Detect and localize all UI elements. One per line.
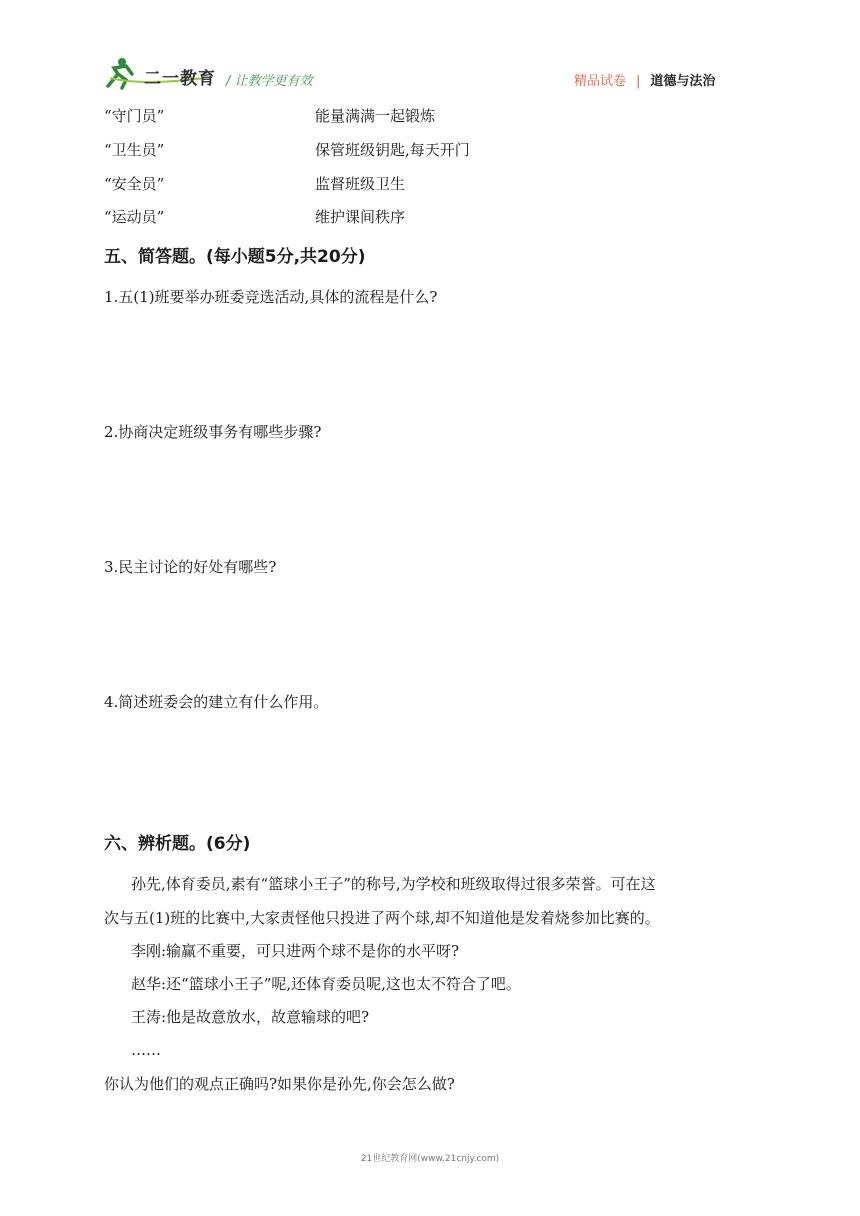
match-right-2: 保管班级钥匙,每天开门 (315, 141, 470, 159)
header-right (574, 70, 715, 89)
match-left-3: “安全员” (104, 175, 165, 193)
discussion-question: 你认为他们的观点正确吗?如果你是孙先,你会怎么做? (104, 1075, 455, 1093)
section5-title: 五、简答题。(每小题5分,共20分) (104, 247, 366, 267)
exam-tag: 精品试卷 (574, 74, 627, 89)
question-2: 2.协商决定班级事务有哪些步骤? (104, 423, 322, 441)
dialogue-2: 赵华:还“篮球小王子”呢,还体育委员呢,这也太不符合了吧。 (131, 975, 521, 993)
match-right-1: 能量满满一起锻炼 (315, 107, 436, 125)
match-left-4: “运动员” (104, 208, 165, 226)
paragraph-line-2: 次与五(1)班的比赛中,大家责怪他只投进了两个球,却不知道他是发着烧参加比赛的。 (104, 909, 660, 927)
dialogue-3: 王涛:他是故意放水，故意输球的吧? (131, 1008, 370, 1026)
question-1: 1.五(1)班要举办班委竞选活动,具体的流程是什么? (104, 288, 438, 306)
slogan: / 让教学更有效 (226, 74, 313, 89)
subject-label: 道德与法治 (650, 74, 716, 89)
match-right-3: 监督班级卫生 (315, 175, 406, 193)
paragraph-line-1: 孙先,体育委员,素有“篮球小王子”的称号,为学校和班级取得过很多荣誉。可在这 (131, 875, 656, 893)
question-3: 3.民主讨论的好处有哪些? (104, 558, 277, 576)
page-header (0, 0, 860, 100)
match-left-2: “卫生员” (104, 141, 165, 159)
match-right-4: 维护课间秩序 (315, 208, 406, 226)
match-left-1: “守门员” (104, 107, 165, 125)
dialogue-1: 李刚:输赢不重要，可只进两个球不是你的水平呀? (131, 942, 460, 960)
logo-text: 二一教育 (144, 69, 216, 89)
header-separator: | (636, 74, 641, 89)
question-4: 4.简述班委会的建立有什么作用。 (104, 693, 329, 711)
ellipsis: …… (131, 1041, 161, 1059)
page-footer: 21世纪教育网(www.21cnjy.com) (360, 1154, 500, 1164)
section6-title: 六、辨析题。(6分) (104, 834, 251, 854)
